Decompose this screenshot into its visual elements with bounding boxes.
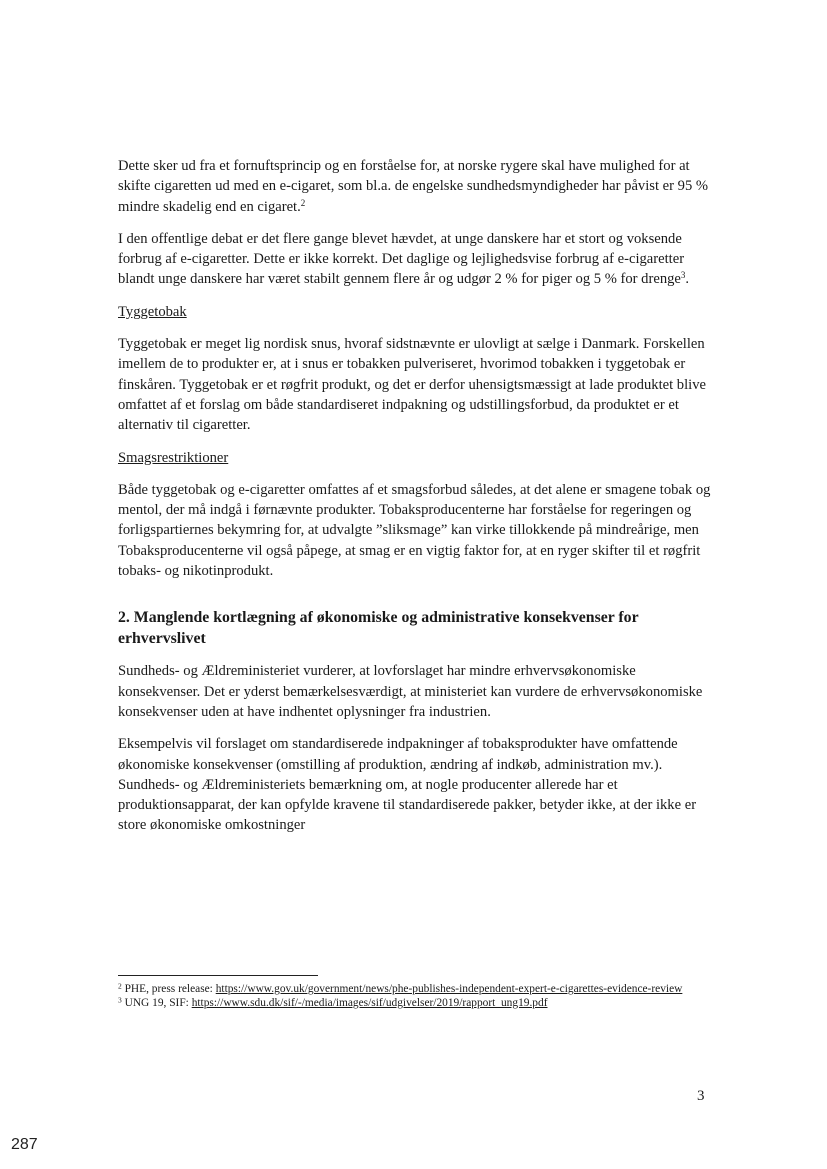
subheading-smagsrestriktioner: Smagsrestriktioner xyxy=(118,449,229,466)
footnote-link-phe[interactable]: https://www.gov.uk/government/news/phe-publishes-independent-expert-e-cigarettes-evidence-review xyxy=(215,983,683,995)
document-page-index: 287 xyxy=(11,1136,38,1153)
page-number: 3 xyxy=(697,1088,705,1104)
subheading-tyggetobak: Tyggetobak xyxy=(118,303,187,320)
footnote-prefix: UNG 19, SIF: xyxy=(121,996,192,1009)
document-body xyxy=(118,156,714,848)
footnote-link-sif[interactable]: https://www.sdu.dk/sif/-/media/images/sif/udgivelser/2019/rapport_ung19.pdf xyxy=(191,996,548,1009)
footnote-3 xyxy=(118,997,718,1011)
paragraph-end: . xyxy=(685,271,690,288)
footnote-number: 3 xyxy=(118,995,122,1005)
footnote-ref-3[interactable]: 3 xyxy=(680,270,686,281)
footnotes xyxy=(118,983,718,1011)
section-heading-2: 2. Manglende kortlægning af økonomiske og administrative konsekvenser for erhvervslivet xyxy=(118,609,639,648)
footnote-2 xyxy=(118,983,718,997)
paragraph-youth-usage xyxy=(118,229,714,290)
footnote-number: 2 xyxy=(118,981,122,991)
paragraph-smagsrestriktioner: Både tyggetobak og e-cigaretter omfattes af et smagsforbud således, at det alene er smagene tobak og mentol, der må indgå i førnævnte produkter. Tobaksproducenterne har forståelse for regeringen og forligspartiernes bekymring for, at udvalgte ”sliksmage” kan virke tillokkende på mindreårige, men Tobaksproducenterne vil også påpege, at smag er en vigtig faktor for, at en ryger skifter til et røgfrit tobaks- og nikotinprodukt. xyxy=(118,481,711,580)
paragraph-text: Dette sker ud fra et fornuftsprincip og en forståelse for, at norske rygere skal have mulighed for at skifte cigaretten ud med en e-cigaret, som bl.a. de engelske sundhedsmyndigheder har påvist er 95 % mindre skadelig end en cigaret. xyxy=(118,158,709,215)
paragraph-text: I den offentlige debat er det flere gange blevet hævdet, at unge danskere har et stort og voksende forbrug af e-cigaretter. Dette er ikke korrekt. Det daglige og lejlighedsvise forbrug af e-cigaretter blandt unge danskere har været stabilt gennem flere år og udgør 2 % for piger og 5 % for drenge xyxy=(118,230,685,288)
footnote-prefix: PHE, press release: xyxy=(121,983,216,995)
paragraph-standardized-packaging: Eksempelvis vil forslaget om standardiserede indpakninger af tobaksprodukter have omfattende økonomiske konsekvenser (omstilling af produktion, ændring af indkøb, administration mv.). Sundheds- og Ældreministeriets bemærkning om, at nogle producenter allerede har et produktionsapparat, der kan opfylde kravene til standardiserede pakker, betyder ikke, at der ikke er store økonomiske omkostninger xyxy=(118,736,697,834)
footnote-divider xyxy=(118,975,318,976)
footnote-ref-2[interactable]: 2 xyxy=(300,197,306,208)
paragraph-e-cigarette-principle xyxy=(118,156,714,217)
paragraph-tyggetobak: Tyggetobak er meget lig nordisk snus, hvoraf sidstnævnte er ulovligt at sælge i Danmark. Forskellen imellem de to produkter er, at i snus er tobakken pulveriseret, hvorimod tobakken i tyggetobak er finskåren. Tyggetobak er et røgfrit produkt, og det er derfor uhensigtsmæssigt at lade produktet blive omfattet af et forslag om både standardiseret indpakning og udstillingsforbud, da produktet er et alternativ til cigaretter. xyxy=(118,336,706,434)
paragraph-ministry-assessment: Sundheds- og Ældreministeriet vurderer, at lovforslaget har mindre erhvervsøkonomiske konsekvenser. Det er yderst bemærkelsesværdigt, at ministeriet kan vurdere de erhvervsøkonomiske konsekvenser uden at have indhentet oplysninger fra industrien. xyxy=(118,663,703,720)
